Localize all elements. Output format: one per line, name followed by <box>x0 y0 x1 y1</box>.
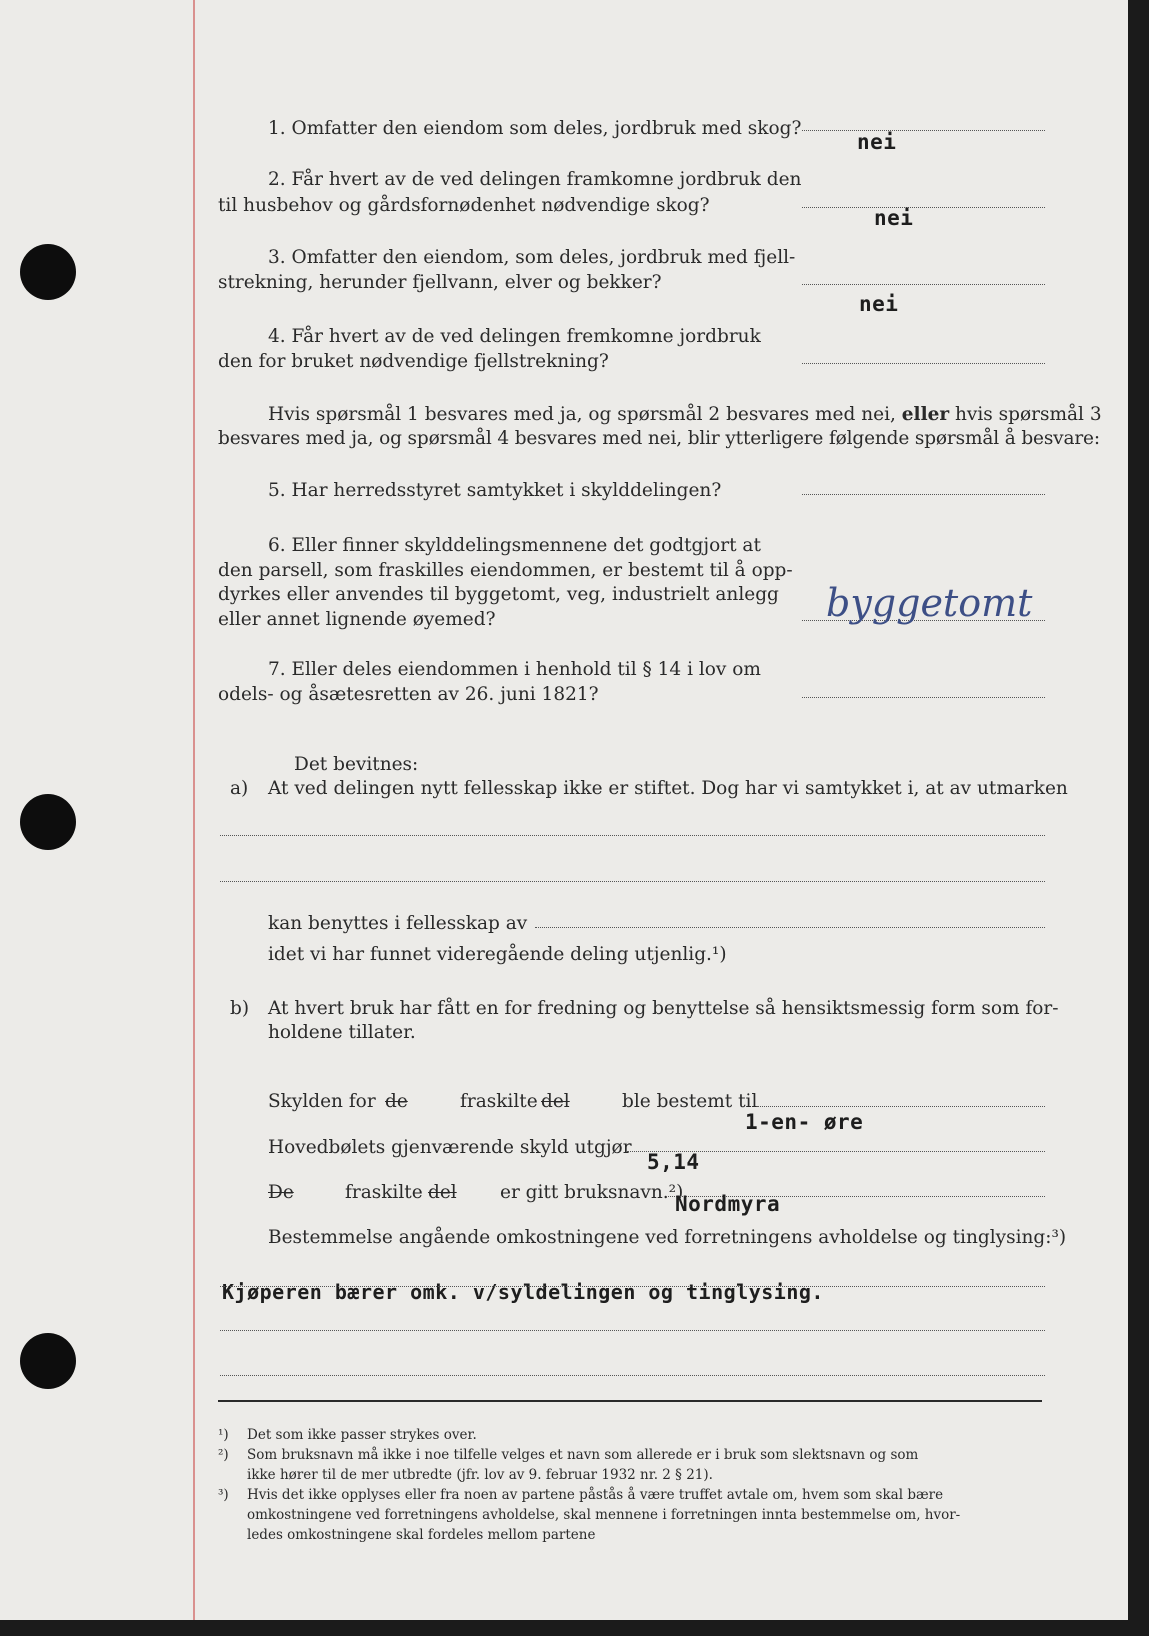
costs-value: Kjøperen bærer omk. v/syldelingen og tinglysing. <box>222 1280 824 1304</box>
footnote-3-line-2: omkostningene ved forretningens avholdelse, skal mennene i forretningen innta bestemmelse om, hvor- <box>247 1507 961 1523</box>
hovedbol-label: Hovedbølets gjenværende skyld utgjør <box>268 1137 632 1158</box>
blank-line <box>220 1330 1045 1331</box>
answer-line <box>802 284 1045 285</box>
fraskilte-label-2: fraskilte <box>345 1182 423 1203</box>
question-7-line-1: 7. Eller deles eiendommen i henhold til § 14 i lov om <box>268 659 761 680</box>
bestemt-value: 1-en- øre <box>745 1110 864 1134</box>
footnote-1-line-1: Det som ikke passer strykes over. <box>247 1427 477 1443</box>
hovedbol-value: 5,14 <box>647 1150 700 1174</box>
punch-hole <box>20 1333 76 1389</box>
answer-line <box>802 207 1045 208</box>
question-2-line-1: 2. Får hvert av de ved delingen framkomne jordbruk den <box>268 169 802 190</box>
footnote-rule <box>218 1400 1042 1402</box>
bruksnavn-label: er gitt bruksnavn.²) <box>500 1182 684 1203</box>
question-4-line-1: 4. Får hvert av de ved delingen fremkomne jordbruk <box>268 326 761 347</box>
blank-line <box>220 835 1045 836</box>
common-use-label: kan benyttes i fellesskap av <box>268 913 528 934</box>
struck-del-2: del <box>428 1182 457 1203</box>
question-2-line-2: til husbehov og gårdsfornødenhet nødvendige skog? <box>218 195 710 216</box>
answer-6-text: byggetomt <box>826 581 1033 625</box>
question-6-line-4: eller annet lignende øyemed? <box>218 609 496 630</box>
blank-line <box>535 927 1045 928</box>
answer-2: nei <box>874 206 914 230</box>
certification-heading: Det bevitnes: <box>294 754 419 775</box>
item-b-line-1: At hvert bruk har fått en for fredning og benyttelse så hensiktsmessig form som for- <box>268 998 1059 1019</box>
question-1: 1. Omfatter den eiendom som deles, jordbruk med skog? <box>268 118 802 139</box>
answer-line <box>757 1106 1045 1107</box>
margin-line <box>193 0 195 1620</box>
answer-line <box>802 494 1045 495</box>
question-3-line-2: strekning, herunder fjellvann, elver og bekker? <box>218 272 662 293</box>
answer-line <box>802 130 1045 131</box>
question-3-line-1: 3. Omfatter den eiendom, som deles, jordbruk med fjell- <box>268 247 796 268</box>
fraskilte-label: fraskilte <box>460 1091 538 1112</box>
condition-line-2: besvares med ja, og spørsmål 4 besvares med nei, blir ytterligere følgende spørsmål å besvare: <box>218 428 1100 449</box>
bruksnavn-value: Nordmyra <box>675 1192 781 1216</box>
footnote-mark-3: ³) <box>218 1487 229 1503</box>
answer-line <box>802 363 1045 364</box>
footnote-mark-2: ²) <box>218 1447 229 1463</box>
footnote-2-line-2: ikke hører til de mer utbredte (jfr. lov av 9. februar 1932 nr. 2 § 21). <box>247 1467 713 1483</box>
question-6-line-1: 6. Eller finner skylddelingsmennene det godtgjort at <box>268 535 761 556</box>
skylden-for-label: Skylden for <box>268 1091 376 1112</box>
footnote-3-line-3: ledes omkostningene skal fordeles mellom partene <box>247 1527 596 1543</box>
blank-line <box>220 881 1045 882</box>
answer-1: nei <box>857 130 897 154</box>
blank-line <box>220 1286 1045 1287</box>
blank-line <box>220 1375 1045 1376</box>
punch-hole <box>20 794 76 850</box>
condition-line-1: Hvis spørsmål 1 besvares med ja, og spørsmål 2 besvares med nei, eller hvis spørsmål 3 <box>268 404 1102 425</box>
item-a-label: a) <box>230 778 249 799</box>
item-b-line-2: holdene tillater. <box>268 1022 416 1043</box>
answer-line <box>802 697 1045 698</box>
costs-label: Bestemmelse angående omkostningene ved forretningens avholdelse og tinglysing:³) <box>268 1227 1067 1248</box>
question-7-line-2: odels- og åsætesretten av 26. juni 1821? <box>218 684 599 705</box>
further-division-text: idet vi har funnet videregående deling utjenlig.¹) <box>268 944 727 965</box>
question-6-line-2: den parsell, som fraskilles eiendommen, er bestemt til å opp- <box>218 560 793 581</box>
question-6-line-3: dyrkes eller anvendes til byggetomt, veg, industrielt anlegg <box>218 584 779 605</box>
item-a-text: At ved delingen nytt fellesskap ikke er stiftet. Dog har vi samtykket i, at av utmarken <box>268 778 1068 799</box>
ble-bestemt-label: ble bestemt til <box>622 1091 758 1112</box>
question-4-line-2: den for bruket nødvendige fjellstrekning? <box>218 351 609 372</box>
struck-de-2: De <box>268 1182 294 1203</box>
handwritten-answer-6 <box>826 572 1106 652</box>
footnote-mark-1: ¹) <box>218 1427 229 1443</box>
punch-hole <box>20 244 76 300</box>
question-5: 5. Har herredsstyret samtykket i skylddelingen? <box>268 480 722 501</box>
struck-de: de <box>385 1091 408 1112</box>
footnote-3-line-1: Hvis det ikke opplyses eller fra noen av partene påstås å være truffet avtale om, hvem som skal bære <box>247 1487 944 1503</box>
answer-3: nei <box>859 292 899 316</box>
struck-del: del <box>541 1091 570 1112</box>
item-b-label: b) <box>230 998 250 1019</box>
footnote-2-line-1: Som bruksnavn må ikke i noe tilfelle velges et navn som allerede er i bruk som slektsnavn og som <box>247 1447 919 1463</box>
